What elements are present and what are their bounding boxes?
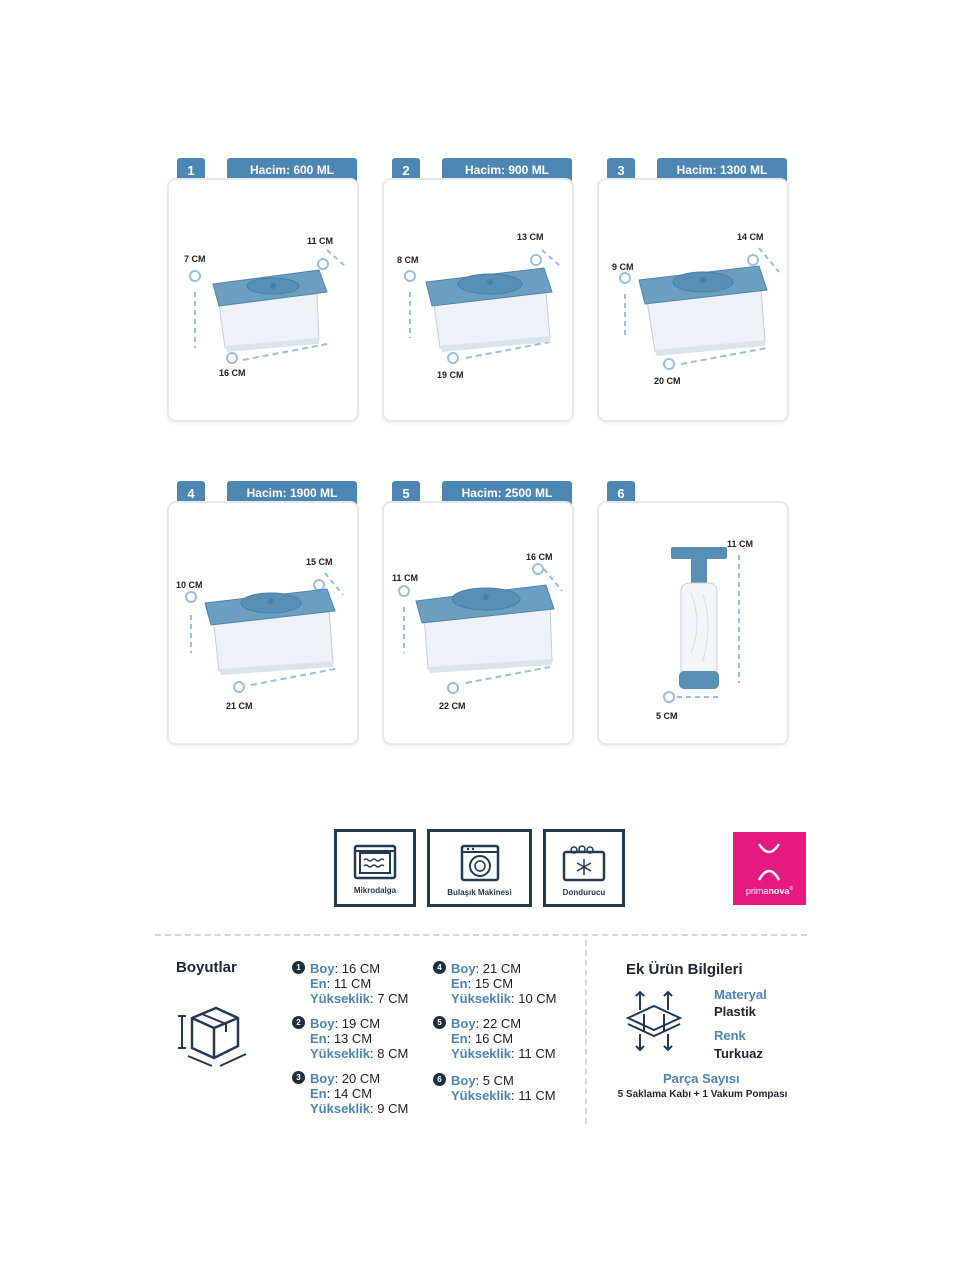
product-number: 6	[607, 481, 635, 505]
width-dimension: 11 CM	[307, 236, 334, 246]
spec-number-badge: 3	[292, 1071, 305, 1084]
dimensions-title: Boyutlar	[176, 959, 237, 976]
spec-label: En	[310, 1031, 327, 1046]
logo-text-light: prima	[745, 886, 769, 896]
dishwasher-icon	[460, 844, 500, 882]
volume-label: Hacim: 600 ML	[227, 158, 357, 182]
height-dimension: 8 CM	[397, 255, 419, 265]
vacuum-pump-illustration	[599, 503, 791, 747]
spec-label: Boy	[451, 1073, 476, 1088]
width-dimension: 5 CM	[656, 711, 678, 721]
length-dimension: 19 CM	[437, 370, 464, 380]
volume-label: Hacim: 900 ML	[442, 158, 572, 182]
spec-value: : 10 CM	[511, 991, 557, 1006]
spec-number-badge: 1	[292, 961, 305, 974]
spec-value: : 8 CM	[370, 1046, 409, 1061]
spec-value: : 7 CM	[370, 991, 409, 1006]
spec-group-4	[433, 961, 557, 1006]
spec-number-badge: 4	[433, 961, 446, 974]
spec-label: Yükseklik	[451, 991, 511, 1006]
width-dimension: 16 CM	[526, 552, 553, 562]
width-dimension: 14 CM	[737, 232, 764, 242]
height-dimension: 11 CM	[392, 573, 419, 583]
spec-label: En	[451, 1031, 468, 1046]
spec-value: : 19 CM	[334, 1016, 381, 1031]
height-dimension: 11 CM	[727, 539, 754, 549]
container-illustration	[169, 503, 361, 747]
length-dimension: 20 CM	[654, 376, 681, 386]
care-label: Dondurucu	[562, 888, 606, 897]
product-number: 4	[177, 481, 205, 505]
care-label: Bulaşık Makinesi	[447, 888, 512, 897]
spec-group-1	[292, 961, 408, 1006]
container-illustration	[599, 180, 791, 424]
box-dimensions-icon	[172, 1000, 252, 1070]
spec-label: Boy	[310, 1071, 335, 1086]
volume-label: Hacim: 1900 ML	[227, 481, 357, 505]
spec-group-3	[292, 1071, 408, 1116]
spec-label: Yükseklik	[451, 1088, 511, 1103]
logo-text-bold: nova	[768, 886, 790, 896]
length-dimension: 21 CM	[226, 701, 253, 711]
parts-label: Parça Sayısı	[663, 1071, 740, 1086]
container-illustration	[169, 180, 361, 424]
length-dimension: 16 CM	[219, 368, 246, 378]
product-number: 2	[392, 158, 420, 182]
spec-group-6	[433, 1073, 556, 1103]
extra-info-title: Ek Ürün Bilgileri	[626, 961, 743, 978]
spec-group-2	[292, 1016, 408, 1061]
spec-label: Boy	[451, 1016, 476, 1031]
spec-label: En	[310, 1086, 327, 1101]
spec-label: Boy	[310, 961, 335, 976]
material-label: Materyal	[714, 987, 767, 1002]
spec-value: : 15 CM	[467, 976, 514, 991]
product-frame	[167, 501, 359, 745]
spec-label: Boy	[451, 961, 476, 976]
vertical-divider	[585, 940, 587, 1124]
spec-label: Yükseklik	[310, 991, 370, 1006]
primanova-logo	[733, 832, 806, 905]
volume-label: Hacim: 1300 ML	[657, 158, 787, 182]
spec-label: Yükseklik	[310, 1046, 370, 1061]
height-dimension: 7 CM	[184, 254, 206, 264]
microwave-icon	[353, 844, 397, 880]
spec-value: : 11 CM	[511, 1046, 556, 1061]
spec-value: : 13 CM	[326, 1031, 373, 1046]
spec-value: : 11 CM	[326, 976, 372, 991]
spec-label: Boy	[310, 1016, 335, 1031]
freezer-icon	[562, 844, 606, 882]
spec-value: : 11 CM	[511, 1088, 556, 1103]
spec-value: : 22 CM	[475, 1016, 522, 1031]
container-illustration	[384, 180, 576, 424]
width-dimension: 13 CM	[517, 232, 544, 242]
material-icon	[622, 988, 686, 1054]
care-label: Mikrodalga	[353, 886, 397, 895]
product-frame	[597, 501, 789, 745]
product-number: 1	[177, 158, 205, 182]
spec-label: En	[310, 976, 327, 991]
spec-label: Yükseklik	[451, 1046, 511, 1061]
height-dimension: 9 CM	[612, 262, 634, 272]
spec-group-5	[433, 1016, 556, 1061]
material-value: Plastik	[714, 1004, 756, 1019]
parts-value: 5 Saklama Kabı + 1 Vakum Pompası	[617, 1089, 788, 1100]
spec-value: : 14 CM	[326, 1086, 373, 1101]
care-freezer	[543, 829, 625, 907]
spec-value: : 9 CM	[370, 1101, 409, 1116]
care-dishwasher	[427, 829, 532, 907]
spec-number-badge: 2	[292, 1016, 305, 1029]
spec-number-badge: 6	[433, 1073, 446, 1086]
spec-value: : 21 CM	[475, 961, 522, 976]
color-value: Turkuaz	[714, 1046, 763, 1061]
spec-value: : 16 CM	[467, 1031, 514, 1046]
product-frame	[382, 178, 574, 422]
product-frame	[167, 178, 359, 422]
care-microwave	[334, 829, 416, 907]
spec-label: Yükseklik	[310, 1101, 370, 1116]
spec-value: : 16 CM	[334, 961, 381, 976]
logo-reg: ®	[789, 886, 794, 892]
product-frame	[382, 501, 574, 745]
color-label: Renk	[714, 1028, 746, 1043]
spec-value: : 5 CM	[475, 1073, 514, 1088]
horizontal-divider	[155, 934, 807, 936]
product-frame	[597, 178, 789, 422]
product-number: 3	[607, 158, 635, 182]
spec-number-badge: 5	[433, 1016, 446, 1029]
spec-value: : 20 CM	[334, 1071, 381, 1086]
width-dimension: 15 CM	[306, 557, 333, 567]
length-dimension: 22 CM	[439, 701, 466, 711]
container-illustration	[384, 503, 576, 747]
volume-label: Hacim: 2500 ML	[442, 481, 572, 505]
height-dimension: 10 CM	[176, 580, 203, 590]
product-number: 5	[392, 481, 420, 505]
spec-label: En	[451, 976, 468, 991]
